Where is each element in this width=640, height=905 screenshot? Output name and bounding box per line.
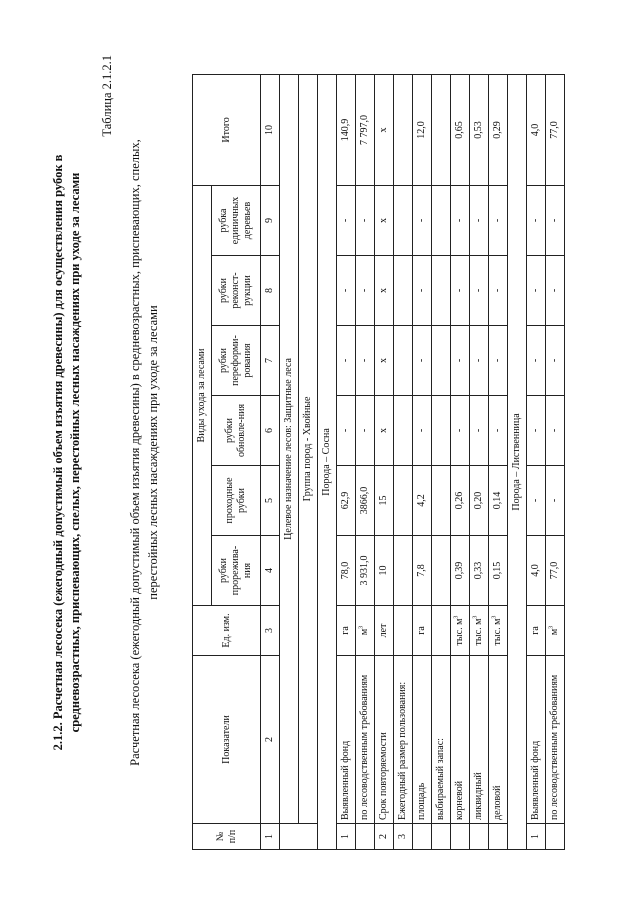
table-row: [375, 74, 394, 849]
column-number: 3: [261, 606, 280, 656]
row-value: х: [375, 185, 394, 255]
header-row-1: [193, 74, 212, 849]
row-value: 3 931,0: [356, 536, 375, 606]
unit-text: м: [549, 628, 560, 636]
row-value: [394, 326, 413, 396]
row-label: выбираемый запас:: [432, 656, 451, 824]
row-value: -: [489, 256, 508, 326]
row-value: х: [375, 74, 394, 185]
row-label: деловой: [489, 656, 508, 824]
subtitle-line-2: перестойных лесных насаждениях при уходе за лесами: [146, 305, 160, 600]
column-number: 4: [261, 536, 280, 606]
row-value: 0,53: [470, 74, 489, 185]
row-label: корневой: [451, 656, 470, 824]
row-value: -: [470, 326, 489, 396]
row-value: х: [375, 396, 394, 466]
row-label: Ежегодный размер пользования:: [394, 656, 413, 824]
header-reconstruction: рубки реконст-рукции: [212, 256, 261, 326]
row-value: -: [489, 326, 508, 396]
row-unit: [337, 606, 356, 656]
row-value: 77,0: [546, 536, 565, 606]
row-value: [432, 74, 451, 185]
row-value: -: [489, 396, 508, 466]
subtitle-line-1: Расчетная лесосека (ежегодный допустимый объем изъятия древесины) в средневозрастных, приспевающих, спелых,: [128, 139, 142, 766]
row-value: х: [375, 326, 394, 396]
row-unit: [470, 606, 489, 656]
table-row: [546, 74, 565, 849]
row-unit: [451, 606, 470, 656]
row-value: [432, 466, 451, 536]
row-value: 78,0: [337, 536, 356, 606]
row-value: -: [527, 185, 546, 255]
row-number: [356, 824, 375, 850]
row-value: -: [470, 396, 489, 466]
row-value: 0,29: [489, 74, 508, 185]
row-value: -: [451, 396, 470, 466]
row-value: 0,26: [451, 466, 470, 536]
document-title: [50, 0, 84, 905]
row-number: [546, 824, 565, 850]
row-value: 0,65: [451, 74, 470, 185]
header-care-types: Виды ухода за лесами: [193, 185, 212, 605]
unit-text: га: [416, 626, 427, 635]
row-value: [394, 396, 413, 466]
table-row: [489, 74, 508, 849]
unit-exponent: 3: [453, 615, 460, 619]
row-value: [394, 185, 413, 255]
row-unit: [432, 606, 451, 656]
row-value: -: [546, 326, 565, 396]
row-value: -: [337, 185, 356, 255]
row-number: 1: [527, 824, 546, 850]
row-unit: [356, 606, 375, 656]
row-value: 12,0: [413, 74, 432, 185]
row-value: -: [337, 256, 356, 326]
header-passage-cutting: проходные рубки: [212, 466, 261, 536]
row-value: -: [413, 256, 432, 326]
unit-exponent: 3: [358, 625, 365, 629]
row-number: 2: [375, 824, 394, 850]
row-number: [489, 824, 508, 850]
row-value: 77,0: [546, 74, 565, 185]
row-value: 7 797,0: [356, 74, 375, 185]
row-value: -: [489, 185, 508, 255]
allowable-cut-table: [192, 74, 565, 850]
row-value: 3866,0: [356, 466, 375, 536]
header-indicator: Показатели: [193, 656, 261, 824]
row-value: -: [413, 185, 432, 255]
column-number: 10: [261, 74, 280, 185]
row-value: -: [527, 326, 546, 396]
unit-exponent: 3: [472, 615, 479, 619]
row-value: [394, 256, 413, 326]
row-value: 4,2: [413, 466, 432, 536]
row-value: х: [375, 256, 394, 326]
section-group-row: [299, 74, 318, 849]
column-number: 7: [261, 326, 280, 396]
column-number: 6: [261, 396, 280, 466]
row-value: -: [546, 466, 565, 536]
table-row: [527, 74, 546, 849]
row-label: по лесоводственным требованиям: [546, 656, 565, 824]
row-label: по лесоводственным требованиям: [356, 656, 375, 824]
row-value: -: [451, 256, 470, 326]
row-value: [432, 396, 451, 466]
unit-text: тыс. м: [454, 618, 465, 646]
row-value: [432, 185, 451, 255]
row-value: -: [546, 256, 565, 326]
row-label: площадь: [413, 656, 432, 824]
table-row: [470, 74, 489, 849]
column-number: 5: [261, 466, 280, 536]
table-row: [356, 74, 375, 849]
header-reformation: рубки переформи-рования: [212, 326, 261, 396]
row-value: -: [337, 396, 356, 466]
row-value: 0,15: [489, 536, 508, 606]
section-purpose-row: [280, 74, 299, 849]
row-value: 0,14: [489, 466, 508, 536]
row-number: 1: [337, 824, 356, 850]
table-row: [432, 74, 451, 849]
table-subtitle: [126, 0, 162, 905]
row-value: -: [527, 396, 546, 466]
column-number: 8: [261, 256, 280, 326]
row-value: -: [356, 326, 375, 396]
row-unit: [375, 606, 394, 656]
row-label: ликвидный: [470, 656, 489, 824]
table-row: [337, 74, 356, 849]
row-value: 140,9: [337, 74, 356, 185]
table-row: [394, 74, 413, 849]
column-number: 1: [261, 824, 280, 850]
header-num: № п/п: [193, 824, 261, 850]
row-value: -: [413, 396, 432, 466]
row-unit: [413, 606, 432, 656]
row-value: -: [337, 326, 356, 396]
row-value: [394, 536, 413, 606]
header-unit: Ед. изм.: [193, 606, 261, 656]
column-number: 2: [261, 656, 280, 824]
title-line-1: 2.1.2. Расчетная лесосека (ежегодный допустимый объем изъятия древесины) для осуществления рубок в: [51, 154, 65, 751]
row-value: -: [527, 256, 546, 326]
unit-text: га: [530, 626, 541, 635]
row-unit: [527, 606, 546, 656]
row-label: Выявленный фонд: [527, 656, 546, 824]
unit-text: тыс. м: [492, 618, 503, 646]
row-value: -: [546, 396, 565, 466]
unit-text: тыс. м: [473, 618, 484, 646]
row-label: Срок повторяемости: [375, 656, 394, 824]
table-row: [413, 74, 432, 849]
header-total: Итого: [193, 74, 261, 185]
row-unit: [394, 606, 413, 656]
section-purpose: Целевое назначение лесов: Защитные леса: [280, 74, 299, 823]
row-value: 15: [375, 466, 394, 536]
row-value: [394, 74, 413, 185]
row-value: 0,39: [451, 536, 470, 606]
row-value: 0,20: [470, 466, 489, 536]
table-row: [451, 74, 470, 849]
row-value: -: [451, 326, 470, 396]
row-label: Выявленный фонд: [337, 656, 356, 824]
row-value: -: [527, 466, 546, 536]
row-number: [432, 824, 451, 850]
section-pine-row: [318, 74, 337, 849]
row-value: -: [546, 185, 565, 255]
unit-text: лет: [378, 623, 389, 638]
row-value: 7,8: [413, 536, 432, 606]
row-unit: [546, 606, 565, 656]
section-pine: Порода – Сосна: [318, 74, 337, 849]
row-value: 0,33: [470, 536, 489, 606]
unit-exponent: 3: [491, 615, 498, 619]
row-value: -: [356, 396, 375, 466]
row-value: [432, 256, 451, 326]
row-value: 4,0: [527, 74, 546, 185]
table-label: Таблица 2.1.2.1: [100, 55, 114, 137]
row-value: -: [451, 185, 470, 255]
section-group: Группа пород - Хвойные: [299, 74, 318, 823]
unit-text: м: [359, 628, 370, 636]
row-unit: [489, 606, 508, 656]
unit-exponent: 3: [548, 625, 555, 629]
row-value: -: [356, 185, 375, 255]
column-number: 9: [261, 185, 280, 255]
row-value: [432, 536, 451, 606]
row-number: 3: [394, 824, 413, 850]
row-number: [451, 824, 470, 850]
row-value: -: [356, 256, 375, 326]
header-renewal: рубки обновле-ния: [212, 396, 261, 466]
row-value: -: [470, 256, 489, 326]
row-value: -: [470, 185, 489, 255]
row-value: 62,9: [337, 466, 356, 536]
row-value: -: [413, 326, 432, 396]
title-line-2: средневозрастных, приспевающих, спелых, перестойных лесных насаждениях при уходе за лесами: [68, 172, 82, 733]
unit-text: га: [340, 626, 351, 635]
column-numbers-row: [261, 74, 280, 849]
row-number: [470, 824, 489, 850]
section-larch: Порода – Лиственница: [508, 74, 527, 849]
row-value: 10: [375, 536, 394, 606]
header-single-trees: рубка единичных деревьев: [212, 185, 261, 255]
row-value: [432, 326, 451, 396]
row-number: [413, 824, 432, 850]
section-larch-row: [508, 74, 527, 849]
row-value: 4,0: [527, 536, 546, 606]
row-value: [394, 466, 413, 536]
header-thinning: рубки прорежива-ния: [212, 536, 261, 606]
